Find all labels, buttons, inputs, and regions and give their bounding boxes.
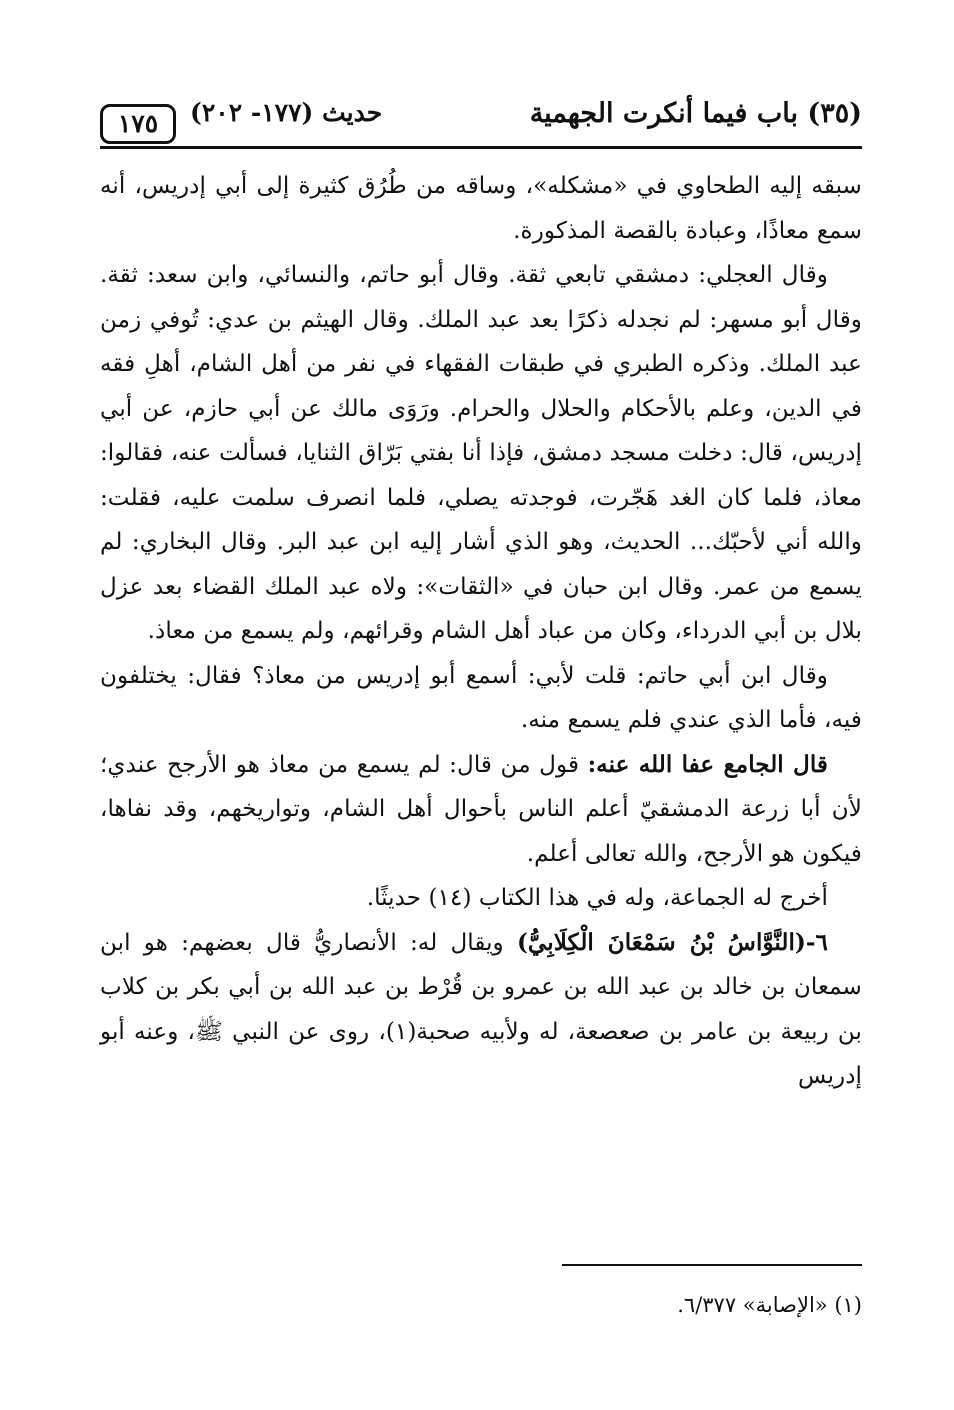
paragraph-6 — [100, 921, 862, 1099]
footnote: (١) «الإصابة» ٦/٣٧٧. — [677, 1293, 862, 1317]
paragraph-1: سبقه إليه الطحاوي في «مشكله»، وساقه من طُرُق كثيرة إلى أبي إدريس، أنه سمع معاذًا، وعبادة بالقصة المذكورة. — [100, 172, 862, 244]
paragraph-4 — [100, 743, 862, 877]
header-divider — [100, 146, 862, 149]
page-header — [100, 92, 862, 144]
page-number-box: ١٧٥ — [100, 104, 176, 144]
paragraph-4-lead: قال الجامع عفا الله عنه: — [587, 750, 828, 778]
footnote-divider — [562, 1264, 862, 1266]
paragraph-3: وقال ابن أبي حاتم: قلت لأبي: أسمع أبو إدريس من معاذ؟ فقال: يختلفون فيه، فأما الذي عندي فلم يسمع منه. — [100, 661, 862, 733]
paragraph-4-text: قول من قال: لم يسمع من معاذ هو الأرجح عندي؛ لأن أبا زرعة الدمشقيّ أعلم الناس بأحوال أهل الشام، وتواريخهم، وقد نفاها، فيكون هو الأرجح، والله تعالى أعلم. — [100, 750, 862, 867]
chapter-title: (٣٥) باب فيما أنكرت الجهمية — [529, 98, 862, 129]
body-text — [100, 164, 862, 1099]
paragraph-2: وقال العجلي: دمشقي تابعي ثقة. وقال أبو حاتم، والنسائي، وابن سعد: ثقة. وقال أبو مسهر: لم نجدله ذكرًا بعد عبد الملك. وقال الهيثم بن عدي: تُوفي زمن عبد الملك. وذكره الطبري في طبقات الفقهاء في نفر من أهل الشام، أهلِ فقه في الدين، وعلم بالأحكام والحلال والحرام. ورَوَى مالك عن أبي حازم، عن أبي إدريس، قال: دخلت مسجد دمشق، فإذا أنا بفتي بَرّاق الثنايا، فسألت عنه، فقالوا: معاذ، فلما كان الغد هَجّرت، فوجدته يصلي، فلما انصرف سلمت عليه، فقلت: والله أني لأحبّك... الحديث، وهو الذي أشار إليه ابن عبد البر. وقال البخاري: لم يسمع من عمر. وقال ابن حبان في «الثقات»: ولاه عبد الملك القضاء بعد عزل بلال بن أبي الدرداء، وكان من عباد أهل الشام وقرائهم، ولم يسمع من معاذ. — [100, 261, 862, 644]
narrator-name: ٦-(النَّوَّاسُ بْنُ سَمْعَانَ الْكِلَابِيُّ) — [516, 928, 828, 956]
paragraph-6-text: ويقال له: الأنصاريُّ قال بعضهم: هو ابن سمعان بن خالد بن عبد الله بن عمرو بن قُرْط بن عبد الله بن أبي بكر بن كلاب بن ربيعة بن عامر بن صعصعة، له ولأبيه صحبة(١)، روى عن النبي ﷺ، وعنه أبو إدريس — [100, 928, 862, 1089]
paragraph-5: أخرج له الجماعة، وله في هذا الكتاب (١٤) حديثًا. — [366, 884, 828, 911]
hadith-range: حديث (١٧٧- ٢٠٢) — [190, 98, 383, 127]
